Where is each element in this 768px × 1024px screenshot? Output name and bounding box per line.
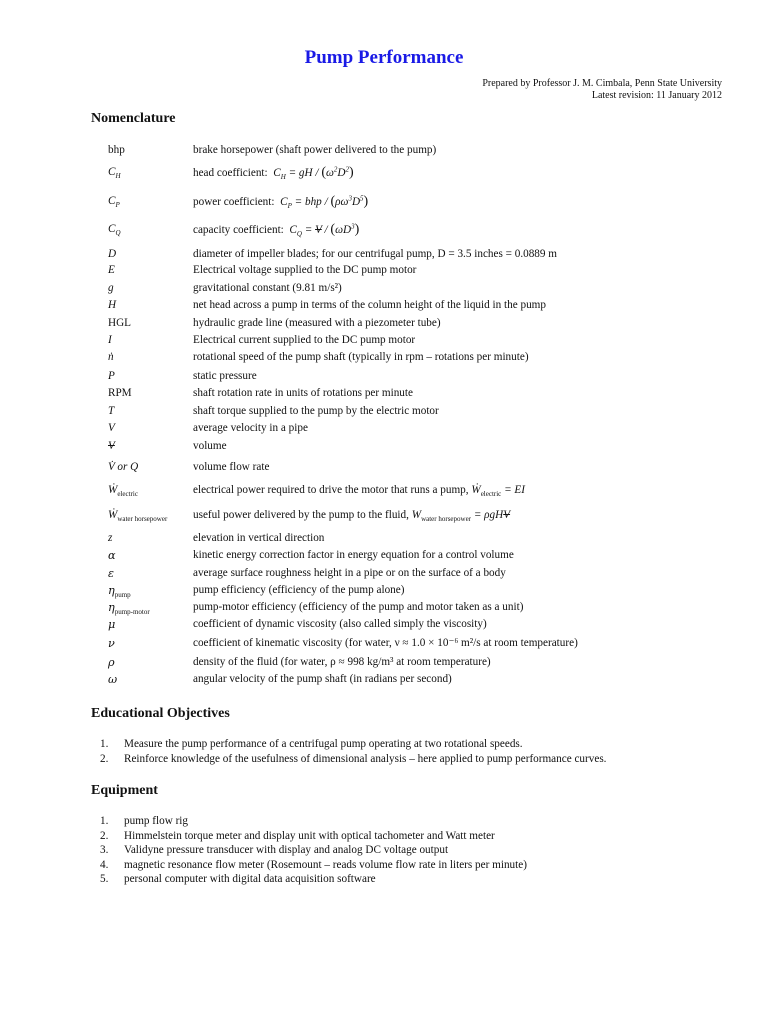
nom-symbol: z: [108, 532, 113, 544]
nom-symbol: ρ: [108, 656, 115, 669]
equipment-list: [100, 814, 527, 887]
nom-description: coefficient of dynamic viscosity (also called simply the viscosity): [193, 618, 487, 630]
list-item: 2. Reinforce knowledge of the usefulness of dimensional analysis – here applied to pump performance curves.: [100, 752, 607, 765]
nom-symbol: V: [108, 440, 115, 452]
nom-description: brake horsepower (shaft power delivered to the pump): [193, 144, 437, 156]
list-item: 2. Himmelstein torque meter and display unit with optical tachometer and Watt meter: [100, 829, 495, 842]
nomenclature-heading: Nomenclature: [91, 111, 176, 126]
nom-description: angular velocity of the pump shaft (in radians per second): [193, 673, 452, 685]
list-item: 3. Validyne pressure transducer with display and analog DC voltage output: [100, 844, 449, 856]
nom-symbol: α: [108, 549, 116, 562]
nom-symbol: I: [108, 334, 112, 346]
nom-description: shaft torque supplied to the pump by the electric motor: [193, 405, 439, 417]
head-coefficient-formula: $C_H$ = gH / $(\omega^2D^2)$: [273, 165, 354, 182]
water-horsepower-formula: $W_{water horsepower} = \rho gHV$: [411, 509, 511, 524]
nom-symbol: H: [108, 299, 117, 311]
capacity-coefficient-formula: $C_Q = V / (\omega D^3)$: [289, 222, 360, 239]
author-block: [482, 78, 722, 102]
nom-description: gravitational constant (9.81 m/s²): [193, 282, 342, 294]
list-item: 1. Measure the pump performance of a centrifugal pump operating at two rotational speeds.: [100, 738, 523, 750]
nom-symbol: D: [108, 248, 117, 260]
equipment-heading: Equipment: [91, 783, 158, 798]
list-item: 4. magnetic resonance flow meter (Rosemount – reads volume flow rate in liters per minute): [100, 858, 527, 871]
power-coefficient-formula: $C_P$ = bhp / $(\rho\omega^3D^5)$: [280, 194, 369, 211]
nom-symbol: V̇ or Q: [108, 461, 139, 473]
nom-description: electrical power required to drive the motor that runs a pump, Ẇ$_{electric}$ = EI: [193, 484, 525, 499]
electric-power-formula: Ẇ$_{electric}$ = EI: [471, 484, 525, 499]
nom-symbol: V: [108, 422, 115, 434]
nom-description: volume: [193, 440, 227, 452]
nom-symbol: RPM: [108, 387, 132, 399]
nom-symbol: ε: [108, 567, 115, 580]
list-item: 5. personal computer with digital data acquisition software: [100, 873, 376, 885]
nom-description: net head across a pump in terms of the column height of the liquid in the pump: [193, 299, 546, 311]
nom-description: diameter of impeller blades; for our centrifugal pump, D = 3.5 inches = 0.0889 m: [193, 248, 557, 260]
nom-symbol: $\eta_{pump}$: [108, 584, 131, 600]
nom-symbol: Ẇ$_{electric}$: [108, 484, 138, 499]
prepared-by-line: Prepared by Professor J. M. Cimbala, Penn State University: [482, 78, 722, 89]
nom-symbol: g: [108, 282, 114, 294]
list-item: 1. pump flow rig: [100, 815, 189, 827]
nom-description: Electrical voltage supplied to the DC pump motor: [193, 264, 417, 276]
nom-description: useful power delivered by the pump to the fluid, $W_{water horsepower} = \rho gHV$: [193, 509, 511, 524]
nom-description: Electrical current supplied to the DC pump motor: [193, 334, 416, 346]
nom-symbol: Ẇ$_{water horsepower}$: [108, 509, 168, 524]
nom-symbol: ṅ: [108, 351, 114, 363]
nom-symbol: E: [108, 264, 115, 276]
nom-symbol: $C_P$: [108, 195, 120, 210]
nom-description: kinetic energy correction factor in energy equation for a control volume: [193, 549, 514, 561]
nom-symbol: ω: [108, 673, 118, 686]
nom-description: pump-motor efficiency (efficiency of the pump and motor taken as a unit): [193, 601, 524, 613]
nom-symbol: $C_Q$: [108, 223, 121, 238]
nom-symbol: HGL: [108, 317, 131, 329]
nom-description: capacity coefficient: $C_Q = V / (\omega D^3)$: [193, 222, 360, 239]
nom-description: shaft rotation rate in units of rotations per minute: [193, 387, 413, 399]
nom-description: elevation in vertical direction: [193, 532, 325, 544]
nom-description: pump efficiency (efficiency of the pump alone): [193, 584, 405, 596]
nom-description: hydraulic grade line (measured with a piezometer tube): [193, 317, 441, 329]
nom-symbol: $\eta_{pump-motor}$: [108, 601, 150, 617]
nom-description: head coefficient: $C_H$ = gH / $(\omega^2D^2)$: [193, 165, 354, 182]
nom-description: coefficient of kinematic viscosity (for water, ν ≈ 1.0 × 10⁻⁶ m²/s at room temperature): [193, 637, 578, 649]
nom-description: average surface roughness height in a pipe or on the surface of a body: [193, 567, 506, 579]
revision-line: Latest revision: 11 January 2012: [591, 90, 722, 101]
page-title: Pump Performance: [304, 47, 464, 68]
nom-description: power coefficient: $C_P$ = bhp / $(\rho\omega^3D^5)$: [193, 194, 369, 211]
nom-description: average velocity in a pipe: [193, 422, 308, 434]
nom-description: volume flow rate: [193, 461, 270, 473]
objectives-list: [100, 737, 606, 766]
nom-description: density of the fluid (for water, ρ ≈ 998 kg/m³ at room temperature): [193, 656, 491, 668]
nom-symbol: μ: [108, 618, 116, 631]
nom-symbol: P: [108, 370, 115, 382]
nom-symbol: bhp: [108, 144, 125, 156]
nom-symbol: ν: [108, 637, 115, 650]
nom-description: rotational speed of the pump shaft (typically in rpm – rotations per minute): [193, 351, 529, 363]
nom-symbol: T: [108, 405, 115, 417]
objectives-heading: Educational Objectives: [91, 706, 230, 721]
nom-symbol: $C_H$: [108, 166, 121, 181]
nom-description: static pressure: [193, 370, 257, 382]
